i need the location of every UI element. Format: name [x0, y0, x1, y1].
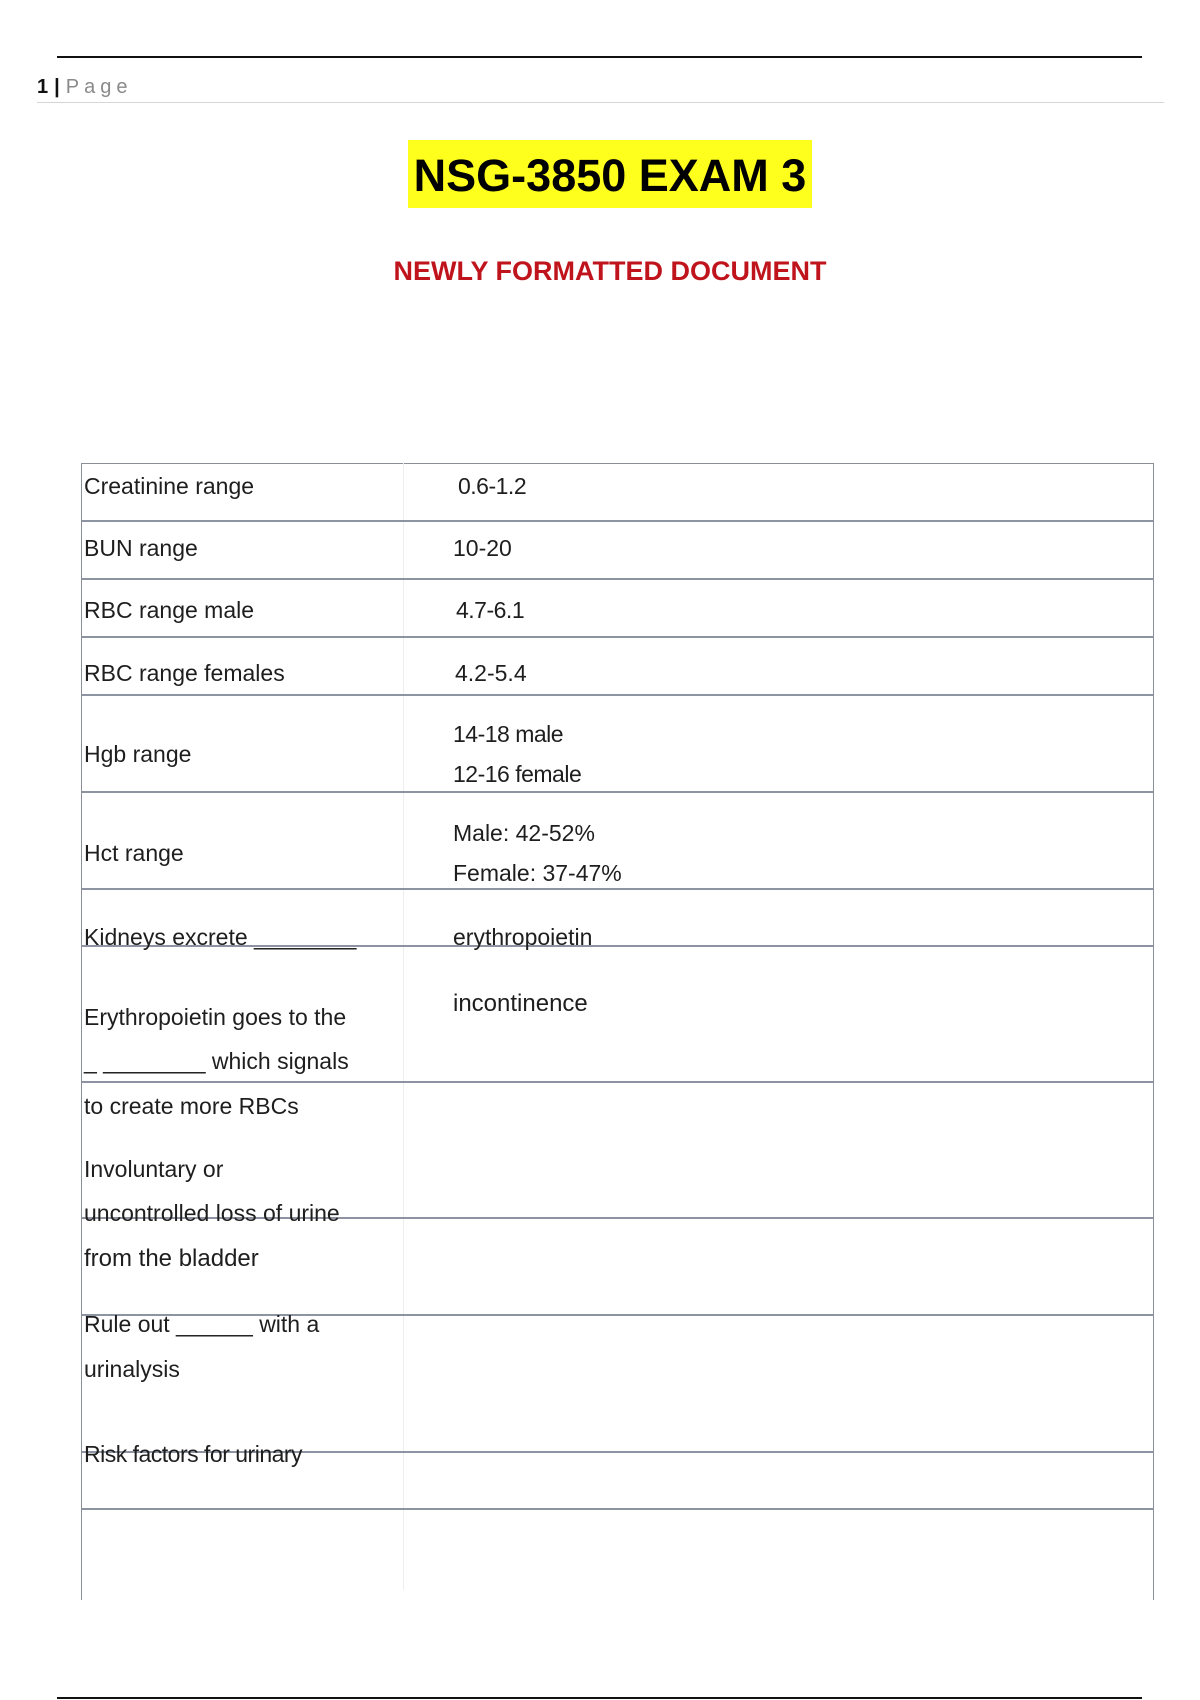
row-divider — [82, 578, 1153, 580]
row-divider — [82, 1508, 1153, 1510]
answer-bun: 10-20 — [453, 535, 512, 561]
answer-incontinence: incontinence — [453, 990, 588, 1017]
table-top-border — [82, 463, 1153, 464]
title-wrap — [0, 140, 1200, 208]
row-divider — [82, 791, 1153, 793]
question-erythropoietin-line2: _ ________ which signals — [84, 1048, 349, 1074]
answer-creatinine: 0.6-1.2 — [458, 473, 527, 499]
page-number: 1 — [37, 76, 49, 98]
row-divider — [82, 636, 1153, 638]
page-separator: | — [54, 76, 60, 98]
question-creatinine: Creatinine range — [84, 473, 255, 499]
question-risk-factors: Risk factors for urinary — [84, 1441, 303, 1467]
question-erythropoietin-line1: Erythropoietin goes to the — [84, 1004, 347, 1030]
bottom-rule — [57, 1697, 1142, 1699]
answer-rbc-female: 4.2-5.4 — [455, 660, 527, 686]
row-divider — [82, 888, 1153, 890]
answer-hgb-female: 12-16 female — [453, 761, 582, 787]
page-word: Page — [65, 76, 133, 98]
row-divider — [82, 1081, 1153, 1083]
page-number-header — [37, 76, 132, 99]
document-title: NSG-3850 EXAM 3 — [408, 140, 813, 208]
question-involuntary-line3: from the bladder — [84, 1245, 259, 1272]
question-rbc-female: RBC range females — [84, 660, 285, 686]
answer-kidneys-excrete: erythropoietin — [453, 924, 593, 950]
question-hgb: Hgb range — [84, 741, 192, 767]
answer-hct-female: Female: 37-47% — [453, 860, 622, 886]
question-bun: BUN range — [84, 535, 198, 561]
question-rbc-male: RBC range male — [84, 597, 255, 623]
row-divider — [82, 694, 1153, 696]
row-divider — [82, 520, 1153, 522]
qa-table — [81, 463, 1154, 1600]
question-rule-out-line2: urinalysis — [84, 1356, 180, 1382]
question-involuntary-line2: uncontrolled loss of urine — [84, 1200, 340, 1226]
column-divider — [403, 463, 404, 1590]
question-involuntary-line1: Involuntary or — [84, 1156, 224, 1182]
answer-rbc-male: 4.7-6.1 — [456, 597, 525, 623]
answer-hgb-male: 14-18 male — [453, 721, 564, 747]
document-subtitle: NEWLY FORMATTED DOCUMENT — [393, 256, 827, 286]
question-erythropoietin-line3: to create more RBCs — [84, 1093, 299, 1119]
header-rule — [37, 102, 1164, 103]
answer-hct-male: Male: 42-52% — [453, 820, 595, 846]
question-hct: Hct range — [84, 840, 184, 866]
question-kidneys-excrete: Kidneys excrete ________ — [84, 924, 357, 950]
top-rule — [57, 56, 1142, 58]
question-rule-out-line1: Rule out ______ with a — [84, 1311, 320, 1337]
